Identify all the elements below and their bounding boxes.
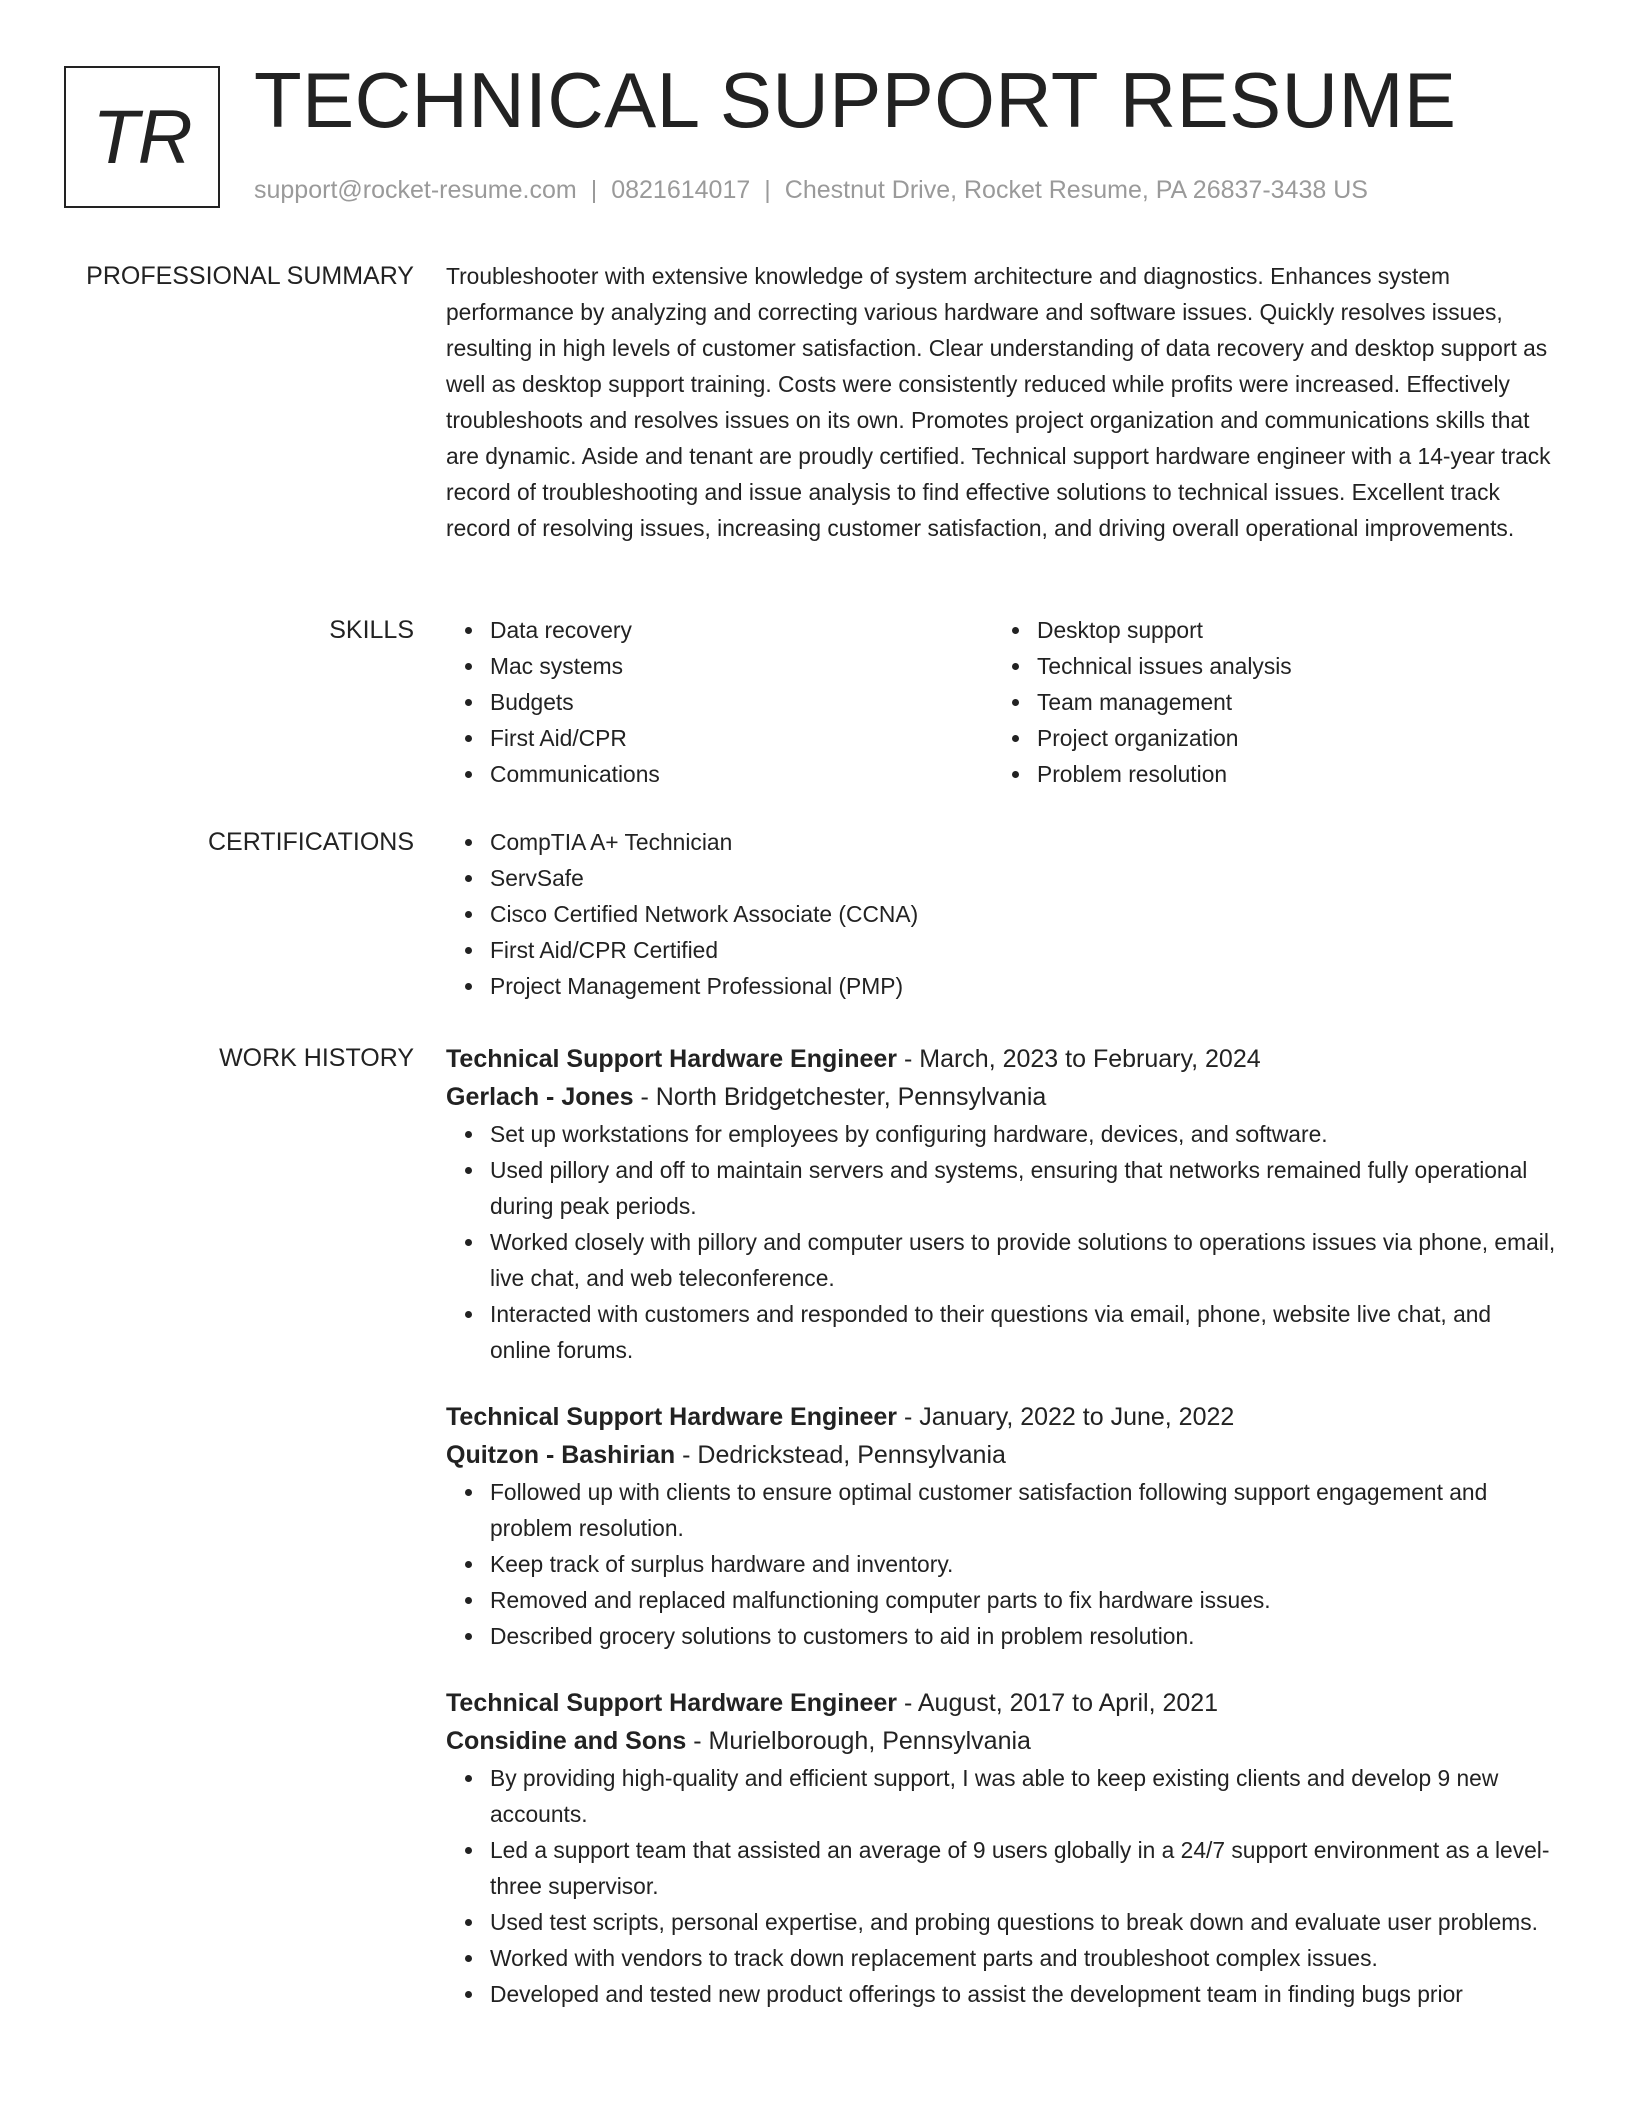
job-dates: - August, 2017 to April, 2021 <box>897 1689 1219 1717</box>
skill-item: Data recovery <box>490 612 993 648</box>
skill-item: First Aid/CPR <box>490 720 993 756</box>
skill-item: Budgets <box>490 684 993 720</box>
certification-item: Cisco Certified Network Associate (CCNA) <box>490 896 1556 932</box>
certifications-list <box>446 824 1556 1004</box>
skills-list-right <box>993 612 1540 792</box>
job-bullet: Keep track of surplus hardware and inventory. <box>490 1546 1556 1582</box>
skill-item: Mac systems <box>490 648 993 684</box>
certification-item: First Aid/CPR Certified <box>490 932 1556 968</box>
contact-line <box>254 174 1368 206</box>
job-bullet: Followed up with clients to ensure optimal customer satisfaction following support engagement and problem resolution. <box>490 1474 1556 1546</box>
job-dates: - January, 2022 to June, 2022 <box>897 1403 1235 1431</box>
job-bullet: Described grocery solutions to customers to aid in problem resolution. <box>490 1618 1556 1654</box>
skill-item: Desktop support <box>1037 612 1540 648</box>
job-title-line <box>446 1398 1556 1436</box>
contact-separator: | <box>764 176 771 204</box>
skill-item: Communications <box>490 756 993 792</box>
resume-title: TECHNICAL SUPPORT RESUME <box>254 56 1457 144</box>
job-location: - North Bridgetchester, Pennsylvania <box>633 1083 1047 1111</box>
contact-email: support@rocket-resume.com <box>254 176 577 204</box>
job-company-line <box>446 1722 1556 1760</box>
certifications-body <box>446 824 1556 1004</box>
job-location: - Murielborough, Pennsylvania <box>686 1727 1031 1755</box>
work-history-body <box>446 1040 1556 2042</box>
job-bullet: Led a support team that assisted an average of 9 users globally in a 24/7 support environment as a level-three supervisor. <box>490 1832 1556 1904</box>
job-location: - Dedrickstead, Pennsylvania <box>675 1441 1006 1469</box>
job-dates: - March, 2023 to February, 2024 <box>897 1045 1261 1073</box>
job-company: Quitzon - Bashirian <box>446 1441 676 1469</box>
job-bullet: Used pillory and off to maintain servers and systems, ensuring that networks remained fully operational during peak periods. <box>490 1152 1556 1224</box>
job-company-line <box>446 1436 1556 1474</box>
job-company-line <box>446 1078 1556 1116</box>
job-entry <box>446 1684 1556 2012</box>
certification-item: Project Management Professional (PMP) <box>490 968 1556 1004</box>
certification-item: ServSafe <box>490 860 1556 896</box>
job-bullet: Interacted with customers and responded to their questions via email, phone, website live chat, and online forums. <box>490 1296 1556 1368</box>
monogram-logo: TR <box>64 66 220 208</box>
job-bullet-list <box>446 1474 1556 1654</box>
contact-address: Chestnut Drive, Rocket Resume, PA 26837-3438 US <box>784 176 1368 204</box>
job-entry <box>446 1040 1556 1368</box>
job-bullet-list <box>446 1116 1556 1368</box>
job-company: Gerlach - Jones <box>446 1083 634 1111</box>
section-label-skills: SKILLS <box>329 616 414 644</box>
contact-separator: | <box>590 176 598 204</box>
skill-item: Project organization <box>1037 720 1540 756</box>
job-entry <box>446 1398 1556 1654</box>
summary-text: Troubleshooter with extensive knowledge of system architecture and diagnostics. Enhances system performance by analyzing and correcting various hardware and software issues. Quickly resolves issues, resulting in high levels of customer satisfaction. Clear understanding of data recovery and desktop support as well as desktop support training. Costs were consistently reduced while profits were increased. Effectively troubleshoots and resolves issues on its own. Promotes project organization and communications skills that are dynamic. Aside and tenant are proudly certified. Technical support hardware engineer with a 14-year track record of troubleshooting and issue analysis to find effective solutions to technical issues. Excellent track record of resolving issues, increasing customer satisfaction, and driving overall operational improvements. <box>446 263 1551 541</box>
job-bullet-list <box>446 1760 1556 2012</box>
job-bullet: Worked with vendors to track down replacement parts and troubleshoot complex issues. <box>490 1940 1556 1976</box>
skill-item: Technical issues analysis <box>1037 648 1540 684</box>
contact-phone: 0821614017 <box>611 176 751 204</box>
job-bullet: Removed and replaced malfunctioning computer parts to fix hardware issues. <box>490 1582 1556 1618</box>
job-title: Technical Support Hardware Engineer <box>446 1689 898 1717</box>
job-title-line <box>446 1684 1556 1722</box>
section-label-certifications: CERTIFICATIONS <box>207 828 414 856</box>
job-company: Considine and Sons <box>446 1727 687 1755</box>
section-label-summary: PROFESSIONAL SUMMARY <box>86 262 414 290</box>
section-label-work-history: WORK HISTORY <box>219 1044 414 1072</box>
skills-body <box>446 612 1556 792</box>
skill-item: Problem resolution <box>1037 756 1540 792</box>
job-bullet: By providing high-quality and efficient support, I was able to keep existing clients and develop 9 new accounts. <box>490 1760 1556 1832</box>
job-title: Technical Support Hardware Engineer <box>446 1045 898 1073</box>
job-title: Technical Support Hardware Engineer <box>446 1403 898 1431</box>
job-title-line <box>446 1040 1556 1078</box>
job-bullet: Set up workstations for employees by configuring hardware, devices, and software. <box>490 1116 1556 1152</box>
job-bullet: Used test scripts, personal expertise, and probing questions to break down and evaluate user problems. <box>490 1904 1556 1940</box>
job-bullet: Worked closely with pillory and computer users to provide solutions to operations issues via phone, email, live chat, and web teleconference. <box>490 1224 1556 1296</box>
job-bullet: Developed and tested new product offerings to assist the development team in finding bugs prior <box>490 1976 1556 2012</box>
skills-list-left <box>446 612 993 792</box>
certification-item: CompTIA A+ Technician <box>490 824 1556 860</box>
skill-item: Team management <box>1037 684 1540 720</box>
